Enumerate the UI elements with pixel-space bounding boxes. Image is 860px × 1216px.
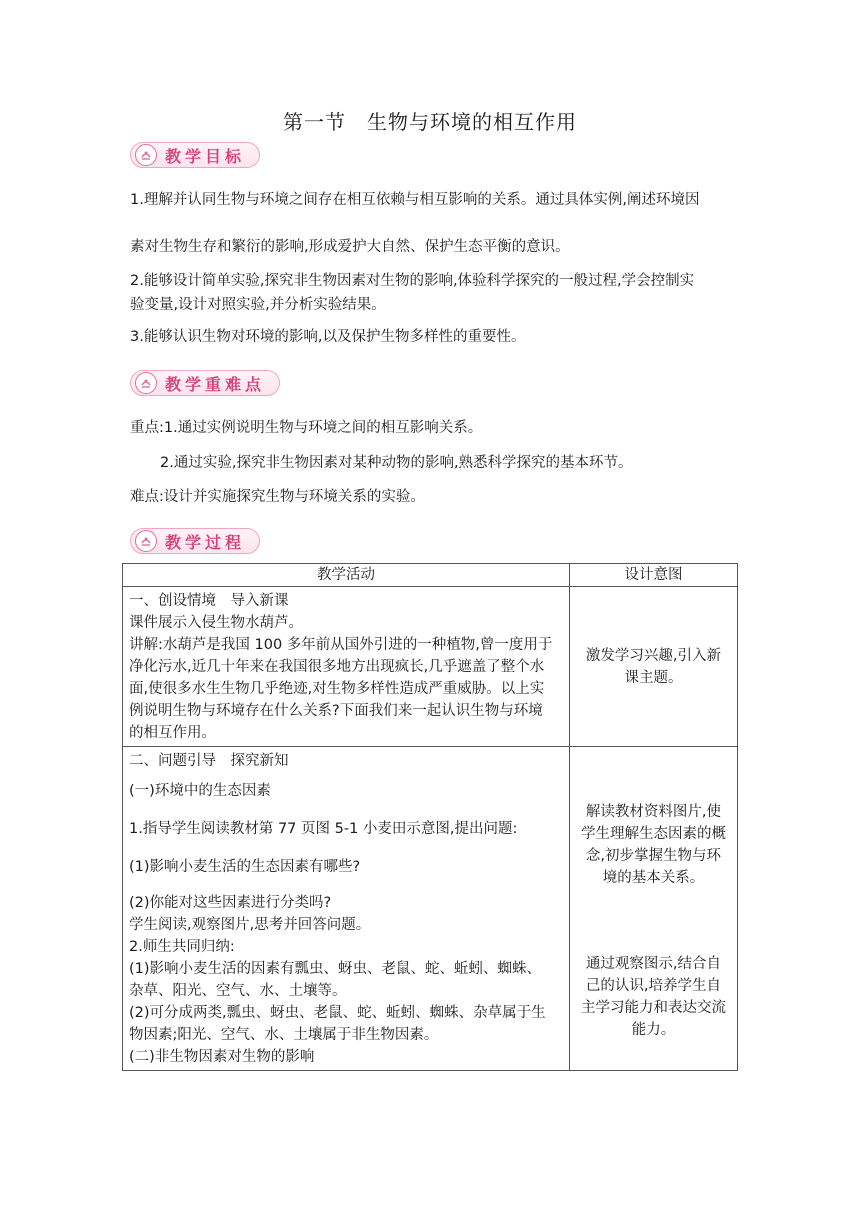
activity-line: 二、问题引导 探究新知 [129, 753, 289, 769]
activity-line: (二)非生物因素对生物的影响 [129, 1049, 315, 1065]
activity-cell-2 [123, 747, 569, 1070]
table-row [123, 587, 738, 747]
activity-line: 物因素;阳光、空气、水、土壤属于非生物因素。 [129, 1027, 439, 1043]
goal-1-line-2: 素对生物生存和繁衍的影响,形成爱护大自然、保护生态平衡的意识。 [130, 239, 570, 255]
goal-2-line-1: 2.能够设计简单实验,探究非生物因素对生物的影响,体验科学探究的一般过程,学会控制实 [130, 273, 695, 289]
intent-line: 念,初步掌握生物与环 [585, 848, 722, 864]
section-icon [135, 530, 157, 552]
activity-line: 例说明生物与环境存在什么关系?下面我们来一起认识生物与环境 [129, 703, 543, 719]
header-intent: 设计意图 [569, 564, 737, 587]
intent-line: 境的基本关系。 [602, 870, 705, 886]
section-badge-process [130, 528, 260, 554]
page-title: 第一节 生物与环境的相互作用 [283, 110, 577, 134]
header-activity: 教学活动 [123, 564, 570, 587]
activity-line: 的相互作用。 [129, 725, 216, 741]
activity-cell-1 [123, 587, 569, 746]
activity-line: 杂草、阳光、空气、水、土壤等。 [129, 983, 347, 999]
goal-3: 3.能够认识生物对环境的影响,以及保护生物多样性的重要性。 [130, 329, 526, 345]
section-icon [135, 372, 157, 394]
key-point-2: 2.通过实验,探究非生物因素对某种动物的影响,熟悉科学探究的基本环节。 [160, 455, 633, 471]
section-badge-key-points [130, 370, 280, 396]
difficulty: 难点:设计并实施探究生物与环境关系的实验。 [130, 489, 425, 505]
intent-line: 学生理解生态因素的概 [580, 826, 726, 842]
intent-line: 己的认识,培养学生自 [585, 978, 722, 994]
activity-line: 课件展示入侵生物水葫芦。 [129, 615, 303, 631]
section-badge-label: 教学重难点 [165, 374, 266, 394]
activity-line: (2)你能对这些因素进行分类吗? [129, 895, 332, 911]
goal-2-line-2: 验变量,设计对照实验,并分析实验结果。 [130, 297, 386, 313]
section-badge-label: 教学过程 [165, 532, 246, 552]
intent-cell-2a [570, 747, 737, 891]
activity-line: (1)影响小麦生活的因素有瓢虫、蚜虫、老鼠、蛇、蚯蚓、蜘蛛、 [129, 961, 542, 977]
activity-line: 讲解:水葫芦是我国 100 多年前从国外引进的一种植物,曾一度用于 [129, 637, 553, 653]
intent-cell-2b [570, 891, 737, 1043]
table-row [123, 747, 738, 1071]
intent-cell-1 [570, 642, 737, 691]
intent-line: 主学习能力和表达交流 [580, 1000, 726, 1016]
activity-line: (1)影响小麦生活的生态因素有哪些? [129, 859, 361, 875]
activity-line: (2)可分成两类,瓢虫、蚜虫、老鼠、蛇、蚯蚓、蜘蛛、杂草属于生 [129, 1005, 546, 1021]
intent-line: 解读教材资料图片,使 [585, 804, 722, 820]
activity-line: 净化污水,近几十年来在我国很多地方出现疯长,几乎遮盖了整个水 [129, 659, 545, 675]
activity-line: 一、创设情境 导入新课 [129, 593, 289, 609]
activity-line: 1.指导学生阅读教材第 77 页图 5-1 小麦田示意图,提出问题: [129, 821, 518, 837]
key-point-1: 重点:1.通过实例说明生物与环境之间的相互影响关系。 [130, 420, 483, 436]
section-badge-label: 教学目标 [165, 146, 246, 166]
intent-line: 能力。 [631, 1022, 676, 1038]
intent-line: 激发学习兴趣,引入新 [585, 648, 722, 664]
table-header-row [123, 564, 738, 587]
section-badge-goals [130, 142, 260, 168]
goal-1-line-1: 1.理解并认同生物与环境之间存在相互依赖与相互影响的关系。通过具体实例,阐述环境因 [130, 192, 700, 208]
intent-line: 课主题。 [624, 670, 683, 686]
activity-line: (一)环境中的生态因素 [129, 783, 271, 799]
activity-line: 2.师生共同归纳: [129, 939, 235, 955]
activity-line: 面,使很多水生生物几乎绝迹,对生物多样性造成严重威胁。以上实 [129, 681, 545, 697]
activity-line: 学生阅读,观察图片,思考并回答问题。 [129, 917, 371, 933]
lesson-plan-table [122, 563, 738, 1071]
intent-line: 通过观察图示,结合自 [585, 956, 722, 972]
section-icon [135, 144, 157, 166]
